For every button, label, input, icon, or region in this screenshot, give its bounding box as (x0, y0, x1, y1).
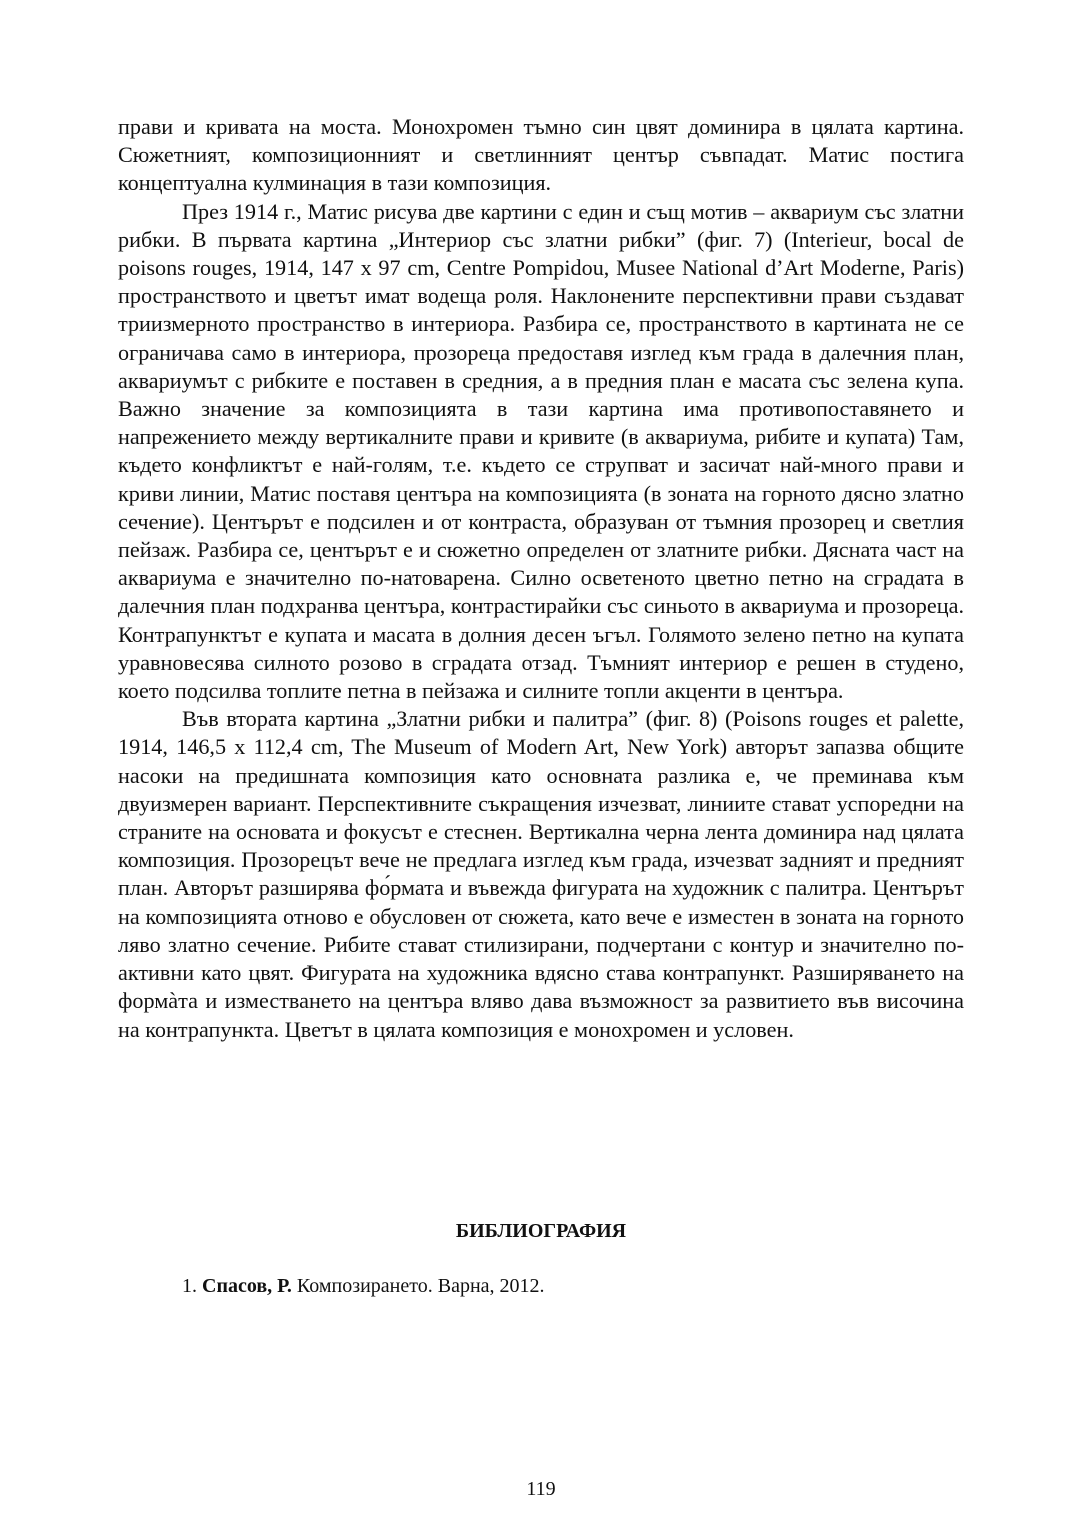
body-paragraph-3: Във втората картина „Златни рибки и палитра” (фиг. 8) (Poisons rouges et palette, 1914, 146,5 x 112,4 cm, The Museum of Modern Art, New York) авторът запазва общите насоки на предишната композиция като основната разлика е, че преминава към двуизмерен вариант. Перспективните съкращения изчезват, линиите стават успоредни на страните на основата и фокусът е стеснен. Вертикална черна лента доминира над цялата композиция. Прозорецът вече не предлага изглед към града, изчезват задният и предният план. Авторът разширява фо́рмата и въвежда фигурата на художник с палитра. Центърът на композицията отново е обусловен от сюжета, като вече е изместен в зоната на горното ляво златно сечение. Рибите стават стилизирани, подчертани с контур и значително по-активни като цвят. Фигурата на художника вдясно става контрапункт. Разширяването на формàта и изместването на центъра вляво дава възможност за развитието във височина на контрапункта. Цветът в цялата композиция е монохромен и условен. (118, 706, 964, 1042)
body-paragraph-2: През 1914 г., Матис рисува две картини с един и същ мотив – аквариум със златни рибки. В първата картина „Интериор със златни рибки” (фиг. 7) (Interieur, bocal de poisons rouges, 1914, 147 x 97 cm, Centre Pompidou, Musee National d’Art Moderne, Paris) пространството и цветът имат водеща роля. Наклонените перспективни прави създават триизмерното пространство в интериора. Разбира се, пространството в картината не се ограничава само в интериора, прозореца предоставя изглед към града в далечния план, аквариумът с рибките е поставен в средния, а в предния план е масата със зелена купа. Важно значение за композицията в тази картина има противопоставянето и напрежението между вертикалните прави и кривите (в аквариума, рибите и купата) Там, където конфликтът е най-голям, т.е. където се струпват и засичат най-много прави и криви линии, Матис поставя центъра на композицията (в зоната на горното дясно златно сечение). Центърът е подсилен и от контраста, образуван от тъмния прозорец и светлия пейзаж. Разбира се, центърът е и сюжетно определен от златните рибки. Дясната част на аквариума е значително по-натоварена. Силно осветеното цветно петно на сградата в далечния план подхранва центъра, контрастирайки със синьото в аквариума и прозореца. Контрапунктът е купата и масата в долния десен ъгъл. Голямото зелено петно на купата уравновесява силното розово в сградата отзад. Тъмният интериор е решен в студено, което подсилва топлите петна в пейзажа и силните топли акценти в центъра. (118, 198, 964, 704)
bibliography-heading: БИБЛИОГРАФИЯ (455, 1220, 627, 1242)
document-page (118, 113, 964, 1500)
body-paragraph-1: прави и кривата на моста. Монохромен тъмно син цвят доминира в цялата картина. Сюжетният, композиционният и светлинният център съвпадат. Матис постига концептуална кулминация в тази композиция. (118, 114, 964, 196)
bibliography-item-author: Спасов, Р. (202, 1275, 292, 1297)
bibliography-item (118, 1272, 964, 1300)
page-number: 119 (526, 1478, 556, 1500)
bibliography-item-number: 1. (182, 1275, 197, 1297)
bibliography-item-title: Композирането. Варна, 2012. (296, 1275, 545, 1297)
bibliography-list (118, 1272, 964, 1300)
